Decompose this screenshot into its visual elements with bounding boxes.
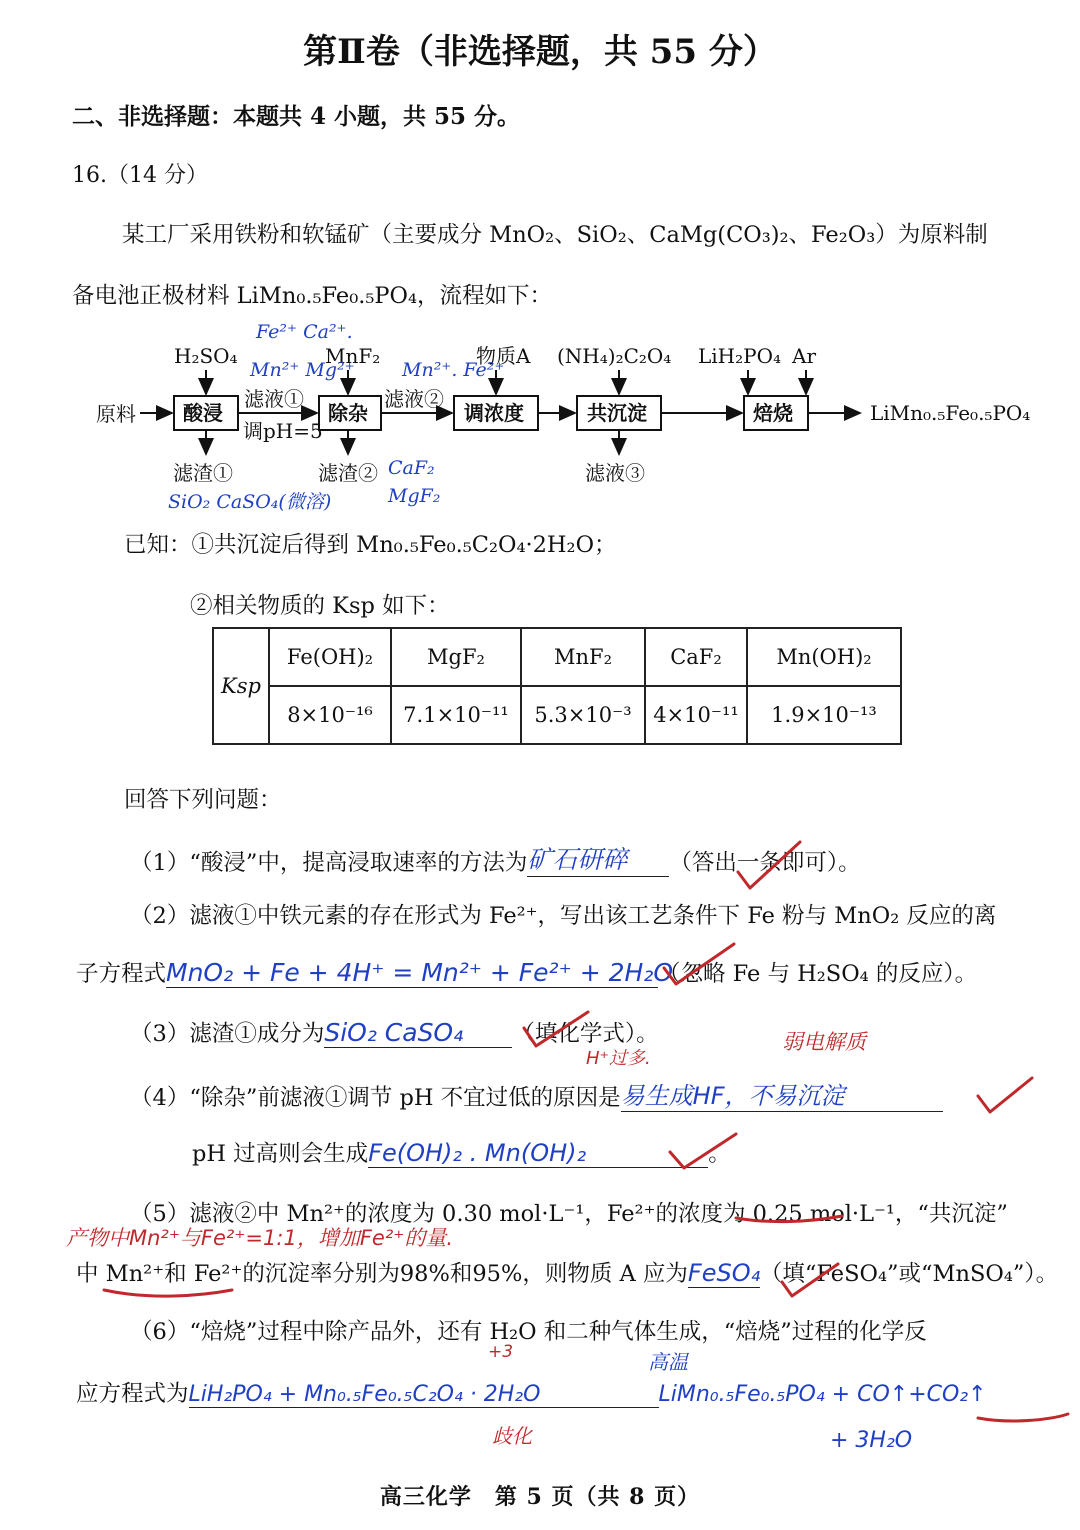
underline-mark: [736, 1216, 842, 1222]
q3-answer: SiO₂ CaSO₄: [324, 1018, 512, 1048]
q4-note-h-excess: H⁺过多.: [586, 1048, 651, 1069]
reagent-oxalate: (NH₄)₂C₂O₄: [557, 344, 672, 368]
ksp-header: MgF₂: [391, 628, 521, 686]
hw-residue-1: SiO₂ CaSO₄(微溶): [168, 491, 332, 513]
ksp-value: 7.1×10⁻¹¹: [391, 686, 521, 744]
q4-note-weak-electrolyte: 弱电解质: [782, 1030, 866, 1054]
underline-mark: [104, 1290, 232, 1296]
q2-answer: MnO₂ + Fe + 4H⁺ = Mn²⁺ + Fe²⁺ + 2H₂O: [166, 958, 674, 987]
q2-line-1: （2）滤液①中铁元素的存在形式为 Fe²⁺，写出该工艺条件下 Fe 粉与 MnO₂ 反应的离: [130, 903, 997, 929]
page-title: 第Ⅱ卷（非选择题，共 55 分）: [303, 32, 777, 72]
q5-note: 产物中Mn²⁺与Fe²⁺=1:1，增加Fe²⁺的量.: [66, 1226, 454, 1250]
q6-text: 应方程式为: [76, 1381, 189, 1407]
hw-ions-3: Mn²⁺. Fe²⁺: [402, 359, 505, 381]
intro-line-2: 备电池正极材料 LiMn₀.₅Fe₀.₅PO₄，流程如下：: [72, 283, 553, 309]
hw-residue-2a: CaF₂: [388, 457, 435, 479]
flow-product: LiMn₀.₅Fe₀.₅PO₄: [870, 401, 1031, 425]
answer-intro: 回答下列问题：: [124, 787, 282, 813]
q6-note-disproportionation: 歧化: [492, 1424, 532, 1448]
filtrate-2: 滤液②: [384, 387, 444, 411]
residue-2: 滤渣②: [318, 461, 378, 485]
q5-text: 中 Mn²⁺和 Fe²⁺的沉淀率分别为98%和95%，则物质 A 应为: [76, 1261, 688, 1287]
q4-answer: 易生成HF，不易沉淀: [621, 1076, 943, 1112]
reagent-mnf2: MnF₂: [325, 344, 381, 368]
check-icon: [524, 1012, 588, 1046]
hw-residue-2b: MgF₂: [388, 485, 441, 507]
q3-text: （3）滤渣①成分为: [130, 1021, 325, 1047]
q5-text-end: （填“FeSO₄”或“MnSO₄”）。: [759, 1261, 1059, 1287]
q2-text-end: （忽略 Fe 与 H₂SO₄ 的反应）。: [658, 961, 978, 987]
box-coprecipitate-label: 共沉淀: [587, 401, 647, 425]
q5-answer: FeSO₄: [687, 1259, 761, 1287]
reagent-lih2po4: LiH₂PO₄: [698, 344, 782, 368]
reagent-h2so4: H₂SO₄: [174, 344, 238, 368]
ksp-value: 5.3×10⁻³: [521, 686, 645, 744]
known-line-1: 已知：①共沉淀后得到 Mn₀.₅Fe₀.₅C₂O₄·2H₂O；: [124, 532, 617, 558]
q3-text-end: （填化学式）。: [512, 1021, 659, 1047]
page-footer: 高三化学 第 5 页（共 8 页）: [379, 1484, 701, 1510]
box-roast-label: 焙烧: [753, 401, 793, 425]
ksp-header: Fe(OH)₂: [269, 628, 391, 686]
check-icon: [738, 842, 800, 888]
ksp-label: Ksp: [213, 628, 269, 744]
q4-text-end: 。: [708, 1141, 731, 1167]
box-acid-leach-label: 酸浸: [183, 401, 223, 425]
q6-answer-product: LiMn₀.₅Fe₀.₅PO₄ + CO↑+CO₂↑: [658, 1382, 987, 1407]
ksp-value: 1.9×10⁻¹³: [747, 686, 901, 744]
q6-condition: 高温: [648, 1350, 688, 1374]
ksp-header: CaF₂: [645, 628, 747, 686]
q6-answer: LiH₂PO₄ + Mn₀.₅Fe₀.₅C₂O₄ · 2H₂O: [189, 1382, 659, 1408]
section-heading: 二、非选择题：本题共 4 小题，共 55 分。: [72, 103, 521, 130]
q4-text: （4）“除杂”前滤液①调节 pH 不宜过低的原因是: [130, 1085, 621, 1111]
q4-text-2: pH 过高则会生成: [192, 1141, 369, 1167]
flow-start: 原料: [96, 402, 136, 426]
ksp-header: MnF₂: [521, 628, 645, 686]
known-line-2: ②相关物质的 Ksp 如下：: [190, 593, 450, 619]
hw-ions-1: Fe²⁺ Ca²⁺.: [256, 321, 353, 343]
q1-text-end: （答出一条即可）。: [669, 850, 861, 876]
filtrate-3: 滤液③: [585, 461, 645, 485]
q6-answer-water: + 3H₂O: [830, 1428, 913, 1453]
hw-ions-2: Mn²⁺ Mg²⁺: [250, 359, 355, 381]
adjust-ph: 调pH=5: [243, 419, 323, 443]
q5-line-1: （5）滤液②中 Mn²⁺的浓度为 0.30 mol·L⁻¹，Fe²⁺的浓度为 0.25 mol·L⁻¹，“共沉淀”: [130, 1201, 1008, 1227]
ksp-value: 4×10⁻¹¹: [645, 686, 747, 744]
box-adjust-conc-label: 调浓度: [464, 401, 524, 425]
reagent-ar: Ar: [792, 344, 817, 368]
q4-answer-2: Fe(OH)₂ . Mn(OH)₂: [368, 1139, 708, 1168]
box-remove-impurity-label: 除杂: [328, 401, 368, 425]
intro-line-1: 某工厂采用铁粉和软锰矿（主要成分 MnO₂、SiO₂、CaMg(CO₃)₂、Fe₂O₃）为原料制: [122, 222, 988, 248]
reagent-a: 物质A: [476, 344, 531, 368]
ksp-value: 8×10⁻¹⁶: [269, 686, 391, 744]
q6-line-1: （6）“焙烧”过程中除产品外，还有 H₂O 和二种气体生成，“焙烧”过程的化学反: [130, 1319, 927, 1345]
q6-note-oxidation: +3: [488, 1342, 514, 1362]
q2-text: 子方程式: [76, 961, 167, 987]
q1-answer: 矿石研碎: [527, 840, 669, 877]
underline-mark: [978, 1414, 1068, 1421]
question-number: 16.（14 分）: [72, 163, 208, 188]
q1-text: （1）“酸浸”中，提高浸取速率的方法为: [130, 850, 528, 876]
filtrate-1: 滤液①: [244, 387, 304, 411]
check-icon: [664, 944, 734, 984]
check-icon: [670, 1134, 736, 1168]
residue-1: 滤渣①: [173, 461, 233, 485]
check-icon: [782, 1264, 838, 1296]
ksp-header: Mn(OH)₂: [747, 628, 901, 686]
check-icon: [978, 1078, 1032, 1112]
